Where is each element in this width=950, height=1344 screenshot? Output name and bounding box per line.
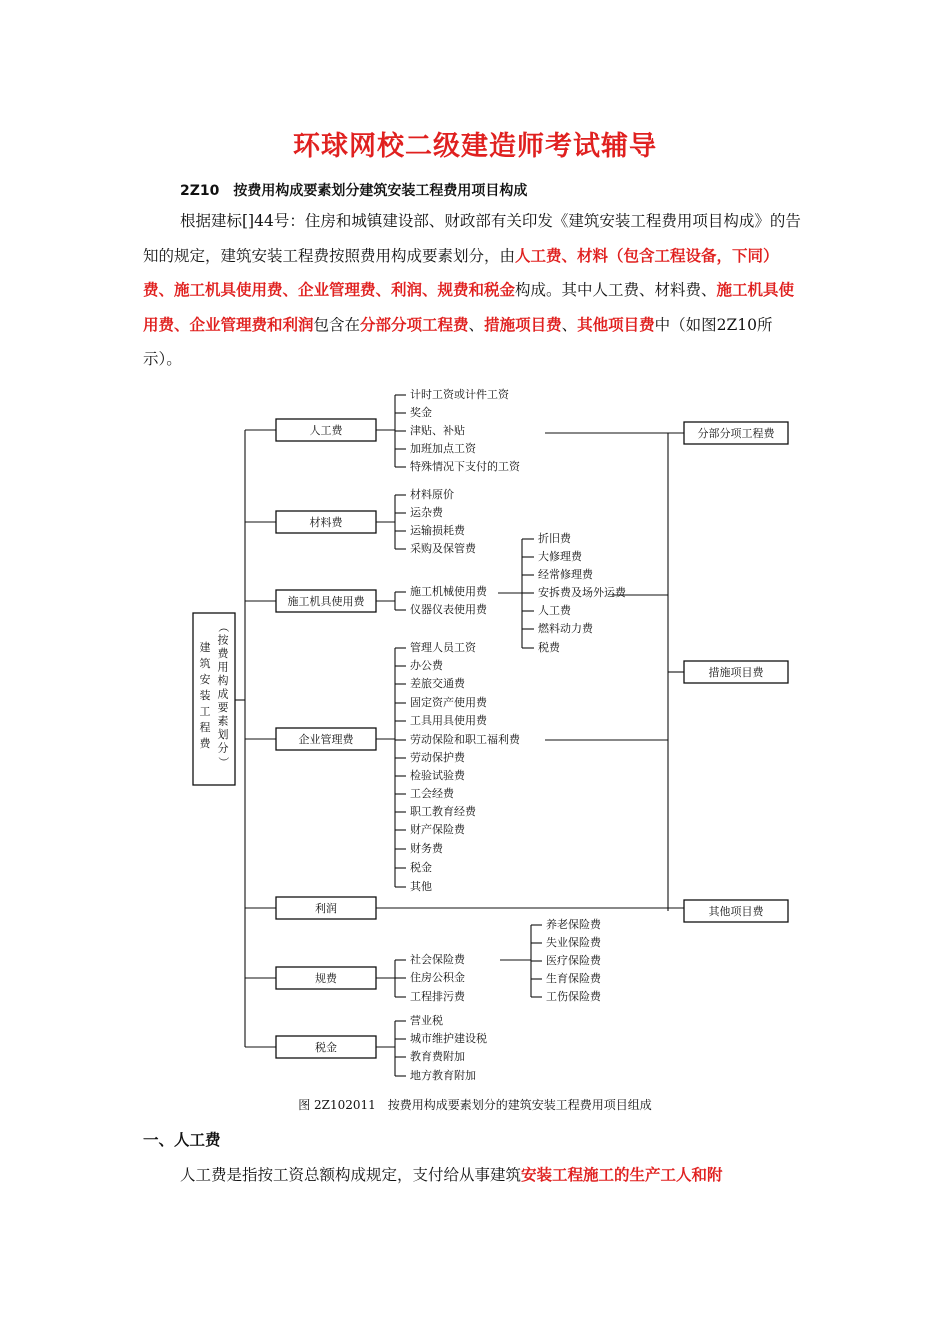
list-item: 工会经费 xyxy=(410,787,454,800)
para1-segment: 根据建标[]44号：住房和城镇建设部、财政部有关印发《建筑安装工程费用项目构成》的告知的规定，建筑安装工程费按照费用构成要素划分，由 xyxy=(143,212,801,265)
section-heading: 2Z10 按费用构成要素划分建筑安装工程费用项目构成 xyxy=(180,183,528,199)
list-item: 燃料动力费 xyxy=(538,622,593,635)
list-item: 安拆费及场外运费 xyxy=(538,586,626,599)
list-item: 教育费附加 xyxy=(410,1050,465,1063)
list-item: 税费 xyxy=(538,641,560,654)
list-item: 材料原价 xyxy=(410,488,454,501)
category-3-label: 企业管理费 xyxy=(298,733,354,746)
list-item: 大修理费 xyxy=(538,550,582,563)
category-4-label: 利润 xyxy=(315,902,337,915)
list-item: 人工费 xyxy=(538,604,571,617)
root-char-left: 装 xyxy=(199,689,211,702)
root-char-left: 筑 xyxy=(199,657,211,670)
category-0-label: 人工费 xyxy=(309,424,343,437)
list-item: 劳动保护费 xyxy=(410,751,465,764)
list-item: 差旅交通费 xyxy=(410,677,465,690)
root-char-right: （ xyxy=(217,621,230,633)
para1-segment: 施工机具使用费、企业管理费和利润 xyxy=(143,281,795,334)
root-char-right: 要 xyxy=(217,701,229,714)
category-1-label: 材料费 xyxy=(309,516,343,529)
para1-segment: 中（如图2Z10所示）。 xyxy=(143,315,773,368)
list-item: 工具用具使用费 xyxy=(410,714,487,727)
figure-caption: 图 2Z102011 按费用构成要素划分的建筑安装工程费用项目组成 xyxy=(298,1098,652,1112)
para1-segment: 、 xyxy=(561,315,578,334)
list-item: 税金 xyxy=(410,861,432,874)
category-6-label: 税金 xyxy=(315,1041,337,1054)
para1-segment: 人工费、材料（包含工程设备，下同）费、施工机具使用费、企业管理费、利润、规费和税金 xyxy=(143,246,779,299)
list-item: 住房公积金 xyxy=(410,971,465,984)
list-item: 经常修理费 xyxy=(538,568,593,581)
list-item: 施工机械使用费 xyxy=(410,585,487,598)
list-item: 劳动保险和职工福利费 xyxy=(410,733,520,746)
list-item: 营业税 xyxy=(410,1014,443,1027)
root-char-right: 费 xyxy=(217,647,229,660)
list-item: 其他 xyxy=(410,880,432,893)
root-char-left: 工 xyxy=(199,705,211,718)
list-item: 仪器仪表使用费 xyxy=(410,603,487,616)
list-item: 养老保险费 xyxy=(546,918,601,931)
root-char-right: 按 xyxy=(217,633,229,647)
list-item: 特殊情况下支付的工资 xyxy=(410,460,520,473)
root-char-right: 划 xyxy=(217,728,229,741)
para1-segment: 措施项目费 xyxy=(484,315,562,334)
list-item: 地方教育附加 xyxy=(410,1069,476,1082)
para1-segment: 其他项目费 xyxy=(577,315,655,334)
list-item: 财务费 xyxy=(410,842,443,855)
root-char-right: 用 xyxy=(217,660,229,674)
category-5-label: 规费 xyxy=(315,972,337,985)
para2-segment: 安装工程施工的生产工人和附 xyxy=(521,1166,723,1184)
category-2-label: 施工机具使用费 xyxy=(287,595,365,608)
target-0-label: 分部分项工程费 xyxy=(697,427,775,440)
para1-segment: 构成。其中人工费、材料费、 xyxy=(515,281,717,299)
para1-segment: 包含在 xyxy=(313,315,361,334)
list-item: 管理人员工资 xyxy=(410,641,476,654)
list-item: 医疗保险费 xyxy=(546,954,601,967)
para2-segment: 人工费是指按工资总额构成规定，支付给从事建筑 xyxy=(180,1166,522,1184)
target-1-label: 措施项目费 xyxy=(708,666,764,679)
document-title: 环球网校二级建造师考试辅导 xyxy=(293,131,657,162)
root-char-left: 建 xyxy=(199,641,211,654)
list-item: 运杂费 xyxy=(410,506,443,519)
list-item: 城市维护建设税 xyxy=(410,1032,487,1045)
list-item: 采购及保管费 xyxy=(410,542,476,555)
labor-paragraph xyxy=(143,1158,803,1193)
root-char-right: 成 xyxy=(217,687,229,701)
list-item: 检验试验费 xyxy=(410,769,465,782)
list-item: 加班加点工资 xyxy=(410,442,476,455)
target-2-label: 其他项目费 xyxy=(708,905,764,918)
root-char-right: ） xyxy=(217,756,230,768)
list-item: 工伤保险费 xyxy=(546,990,601,1003)
list-item: 折旧费 xyxy=(538,532,571,545)
root-char-left: 安 xyxy=(199,673,211,686)
subsection-heading: 一、人工费 xyxy=(143,1131,221,1149)
list-item: 运输损耗费 xyxy=(410,524,465,537)
list-item: 财产保险费 xyxy=(410,823,465,836)
list-item: 职工教育经费 xyxy=(410,805,476,818)
root-char-left: 程 xyxy=(199,721,211,734)
list-item: 社会保险费 xyxy=(410,953,465,966)
list-item: 生育保险费 xyxy=(546,972,601,985)
list-item: 津贴、补贴 xyxy=(410,424,465,437)
root-char-right: 分 xyxy=(217,741,229,755)
list-item: 固定资产使用费 xyxy=(410,696,487,709)
root-char-right: 构 xyxy=(217,674,229,687)
para1-segment: 、 xyxy=(468,315,485,334)
list-item: 办公费 xyxy=(410,659,443,672)
root-char-right: 素 xyxy=(217,714,229,728)
list-item: 工程排污费 xyxy=(410,990,465,1003)
list-item: 计时工资或计件工资 xyxy=(410,388,509,401)
list-item: 失业保险费 xyxy=(546,936,601,949)
list-item: 奖金 xyxy=(410,406,432,419)
root-char-left: 费 xyxy=(199,737,211,750)
para1-segment: 分部分项工程费 xyxy=(360,315,469,334)
